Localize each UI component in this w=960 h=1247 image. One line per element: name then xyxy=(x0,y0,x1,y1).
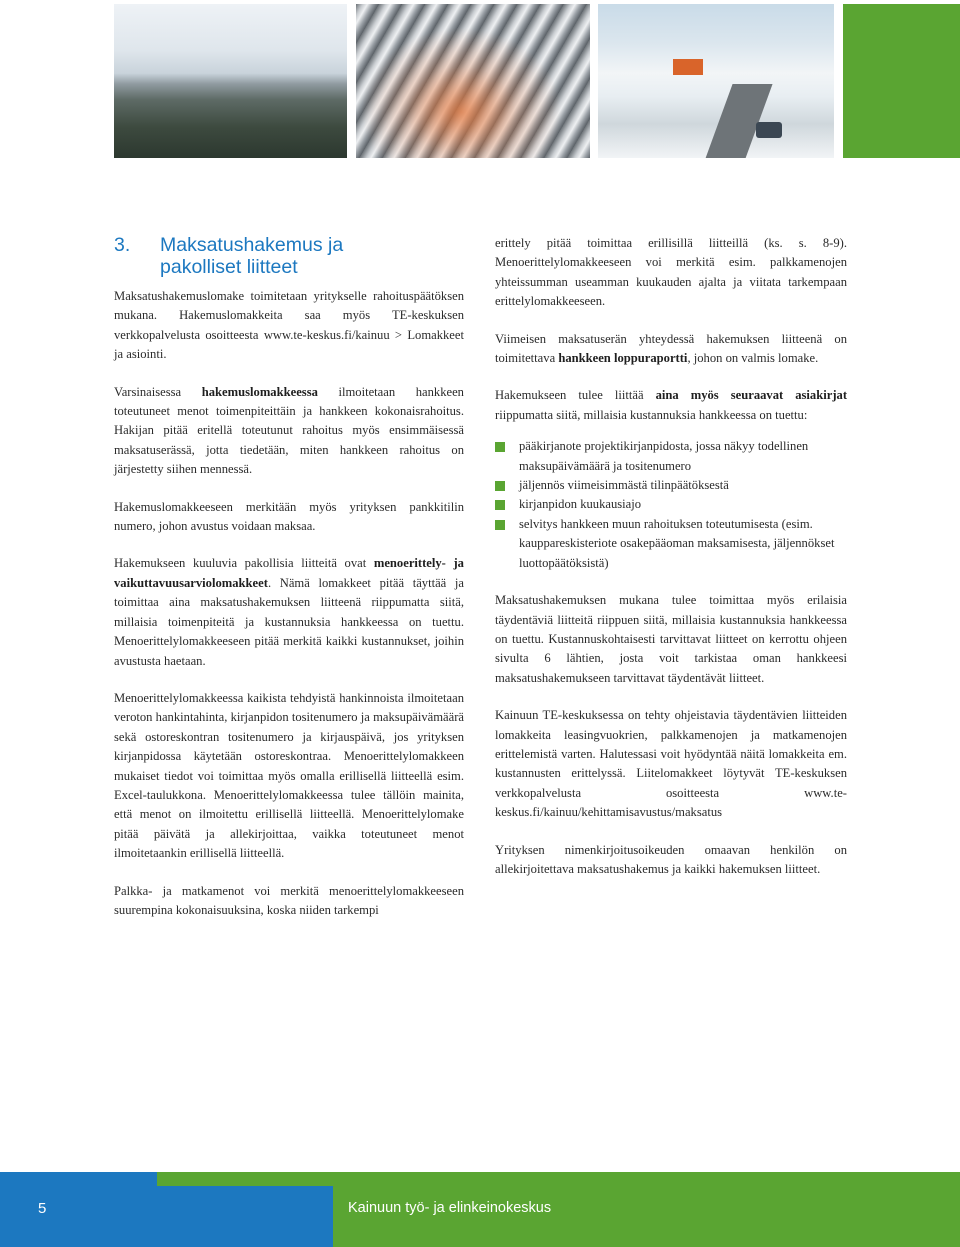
organization-name: Kainuun työ- ja elinkeinokeskus xyxy=(348,1200,552,1216)
list-item: kirjanpidon kuukausiajo xyxy=(495,495,847,514)
car-shape xyxy=(756,122,782,138)
paragraph: Kainuun TE-keskuksessa on tehty ohjeistavia täydentävien liitteiden lomakkeita leasingvuokrien, palkkamenojen ja matkamenojen erittelemistä varten. Halutessasi voit hyödyntää näitä lomakkeita em. kustannusten erittelyssä. Liitelomakkeet löytyvät TE-keskuksen verkkopalvelusta osoitteesta www.te-keskus.fi/kainuu/kehittamisavustus/maksatus xyxy=(495,708,847,820)
paragraph: Palkka- ja matkamenot voi merkitä menoerittelylomakkeeseen suurempina kokonaisuuksina, koska niiden tarkempi xyxy=(114,883,464,917)
road-shape xyxy=(703,84,772,158)
paragraph: Hakemuslomakkeeseen merkitään myös yrityksen pankkitilin numero, johon avustus voidaan maksaa. xyxy=(114,499,464,534)
paragraph: Varsinaisessa hakemuslomakkeessa ilmoitetaan hankkeen toteutuneet menot toimenpiteittäin ja hankkeen kokonaisrahoitus. Hakijan pitää eritellä toteutunut rahoitus myös ensimmäisessä maksatuserässä, jotta tiedetään, miten hankkeen rahoitus on järjestetty siihen mennessä. xyxy=(114,384,464,477)
required-documents-list xyxy=(495,437,847,573)
winter-construction-site-photo xyxy=(598,4,834,158)
paragraph: Maksatushakemuslomake toimitetaan yritykselle rahoituspäätöksen mukana. Hakemuslomakkeita saa myös TE-keskuksen verkkopalvelusta osoitteesta www.te-keskus.fi/kainuu > Lomakkeet ja asiointi. xyxy=(114,289,464,362)
paragraph: Hakemukseen tulee liittää aina myös seuraavat asiakirjat riippumatta siitä, millaisia kustannuksia hankkeessa on tuettu: xyxy=(495,388,848,422)
list-item: selvitys hankkeen muun rahoituksen toteutumisesta (esim. kauppareskisteriote osakepääoman maksamisesta, jäljennökset luottopäätöksistä) xyxy=(495,515,847,573)
section-title: Maksatushakemus ja pakolliset liitteet xyxy=(160,234,344,278)
footer-blue-extension xyxy=(157,1186,333,1247)
section-number: 3. xyxy=(114,234,131,256)
paragraph: Hakemukseen kuuluvia pakollisia liitteitä ovat menoerittely- ja vaikuttavuusarviolomakkeet. Nämä lomakkeet pitää täyttää ja toimittaa aina maksatushakemuksen liitteenä riippumatta siitä, millaisia toimenpiteitä ja kustannuksia hankkeessa on tuettu. Menoerittelylomakkeeseen pitää merkitä kaikki kustannukset, joihin avustusta haetaan. xyxy=(114,556,464,668)
paragraph: Maksatushakemuksen mukana tulee toimittaa myös erilaisia täydentäviä liitteitä riippuen siitä, millaisia kustannuksia hankkeessa on tuettu. Kustannuskohtaisesti tarvittavat liitteet on kerrottu ohjeen sivulta 6 lähtien, josta voit tarkistaa oman hankkeesi maksatushakemukseen tarvittavat täydentävät liitteet. xyxy=(495,593,847,685)
paragraph: erittely pitää toimittaa erillisillä liitteillä (ks. s. 8-9). Menoerittelylomakkeeseen voi merkitä esim. palkkamenojen yhteissumman useamman kuukauden ajalta ja viitata tarkempaan erittelylomakkeeseen. xyxy=(495,236,847,309)
list-item: pääkirjanote projektikirjanpidosta, jossa näkyy todellinen maksupäivämäärä ja tositenumero xyxy=(495,437,847,476)
right-column xyxy=(495,234,847,897)
steel-pipes-photo xyxy=(356,4,590,158)
footer-page-block xyxy=(0,1172,157,1247)
excavator-shape xyxy=(673,59,703,75)
green-corner-block xyxy=(843,4,960,158)
page-number: 5 xyxy=(38,1200,47,1217)
paragraph: Yrityksen nimenkirjoitusoikeuden omaavan henkilön on allekirjoitettava maksatushakemus ja kaikki hakemuksen liitteet. xyxy=(495,842,847,876)
forest-landscape-photo xyxy=(114,4,347,158)
left-column xyxy=(114,234,464,938)
paragraph: Menoerittelylomakkeessa kaikista tehdyistä hankinnoista ilmoitetaan veroton hankintahinta, kirjanpidon tositenumero ja maksupäivämäärä sekä ostoreskontran tositenumero ja kirjauspäivä, jos yrityksen kirjanpidossa käytetään ostoreskontraa. Menoerittelylomakkeen mukaiset tiedot voi toimittaa myös omalla erillisellä liitteellä esim. Excel-taulukkona. Menoerittelylomakkeessa tulee tällöin mainita, että menot on ilmoitettu erillisellä liitteellä. Menoerittelylomake pitää päivätä ja allekirjoittaa, vaikka toteutuneet menot ilmoitetaankin erillisellä liitteellä. xyxy=(114,690,464,861)
section-heading xyxy=(114,234,464,278)
paragraph: Viimeisen maksatuserän yhteydessä hakemuksen liitteenä on toimitettava hankkeen loppuraportti, johon on valmis lomake. xyxy=(495,331,847,366)
list-item: jäljennös viimeisimmästä tilinpäätöksestä xyxy=(495,476,847,495)
